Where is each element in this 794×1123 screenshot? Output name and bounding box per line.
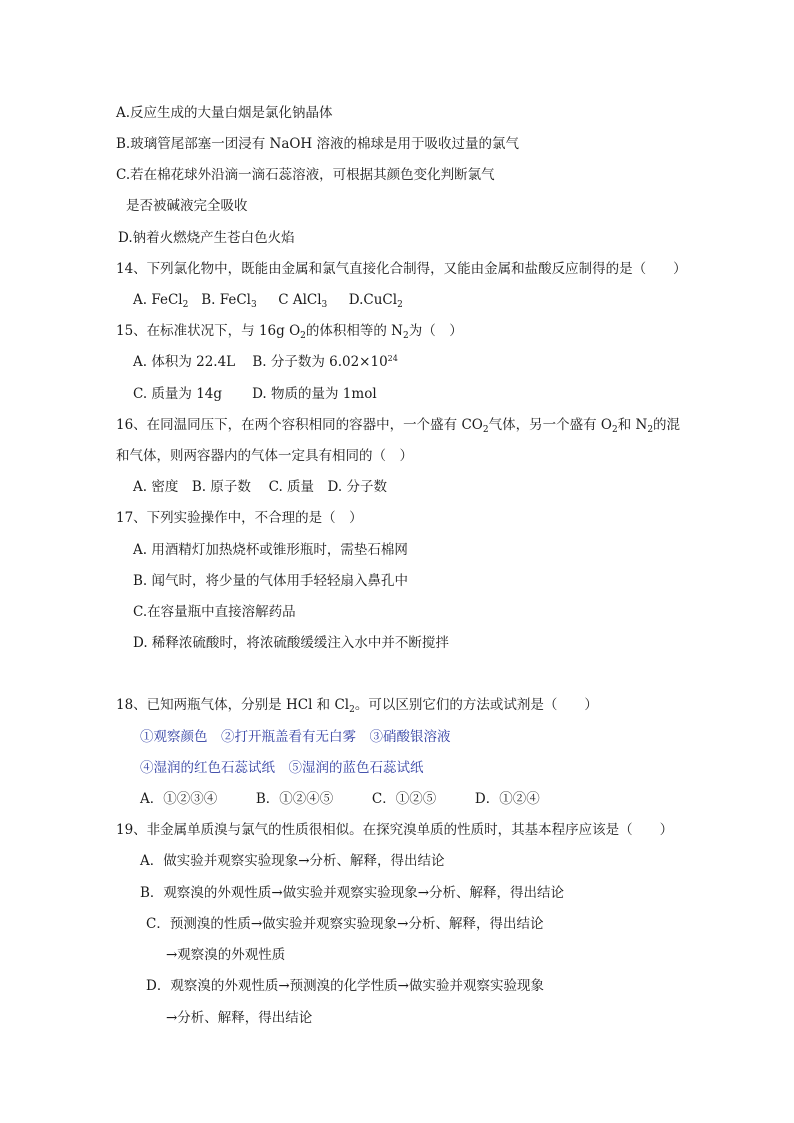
q18-option-b: B．①②④⑤	[255, 791, 334, 807]
q14-option-b: B. FeCl$_3$	[201, 292, 257, 310]
q13-option-a: A.反应生成的大量白烟是氯化钠晶体	[116, 105, 333, 121]
q13-option-c-continued: 是否被碱液完全吸收	[126, 198, 248, 214]
q15-option-d: D. 物质的量为 1mol	[252, 386, 377, 402]
q18-methods-line1: ①观察颜色 ②打开瓶盖看有无白雾 ③硝酸银溶液	[140, 729, 451, 745]
q16-options: A. 密度 B. 原子数 C. 质量 D. 分子数	[133, 479, 387, 495]
q18-option-a: A．①②③④	[140, 791, 218, 807]
q15-stem: 15、在标准状况下，与 16g $O_2$的体积相等的 $N_2$为（ ）	[116, 323, 463, 341]
q14-option-c: C AlCl$_3$	[278, 292, 328, 310]
q13-option-c: C.若在棉花球外沿滴一滴石蕊溶液，可根据其颜色变化判断氯气	[116, 167, 495, 183]
q18-option-c: C．①②⑤	[371, 791, 437, 807]
q19-option-d: D．观察溴的外观性质→预测溴的化学性质→做实验并观察实验现象	[146, 978, 544, 994]
q18-options	[140, 790, 540, 808]
q18-option-d: D．①②④	[474, 791, 540, 807]
q19-option-c-continued: →观察溴的外观性质	[166, 947, 286, 963]
q18-methods-line2: ④湿润的红色石蕊试纸 ⑤湿润的蓝色石蕊试纸	[140, 760, 424, 776]
q14-option-a: A. FeCl$_2$	[133, 292, 189, 310]
q17-stem: 17、下列实验操作中，不合理的是（ ）	[116, 510, 363, 526]
q19-option-c: C．预测溴的性质→做实验并观察实验现象→分析、解释，得出结论	[146, 916, 544, 932]
q13-option-b: B.玻璃管尾部塞一团浸有 NaOH 溶液的棉球是用于吸收过量的氯气	[116, 136, 519, 152]
q13-option-d: D.钠着火燃烧产生苍白色火焰	[118, 230, 295, 246]
q14-stem: 14、下列氯化物中，既能由金属和氯气直接化合制得，又能由金属和盐酸反应制得的是（ ）	[116, 261, 687, 277]
q15-option-c: C. 质量为 14g	[133, 386, 223, 402]
q17-option-c: C.在容量瓶中直接溶解药品	[133, 604, 296, 620]
q17-option-b: B. 闻气时，将少量的气体用手轻轻扇入鼻孔中	[133, 573, 409, 589]
q19-stem: 19、非金属单质溴与氯气的性质很相似。在探究溴单质的性质时，其基本程序应该是（ ）	[116, 822, 674, 838]
q14-option-d: D.CuCl$_2$	[348, 292, 403, 310]
q16-stem-line1: 16、在同温同压下，在两个容积相同的容器中，一个盛有 $CO_2$气体，另一个盛有 $O_2$和 $N_2$的混	[116, 417, 681, 435]
q15-option-b: B. 分子数为 $6.02\times 10^{24}$	[252, 354, 398, 370]
q19-option-a: A．做实验并观察实验现象→分析、解释，得出结论	[140, 853, 445, 869]
q16-stem-line2: 和气体，则两容器内的气体一定具有相同的（ ）	[116, 448, 413, 464]
q19-option-d-continued: →分析、解释，得出结论	[166, 1010, 313, 1026]
q17-option-a: A. 用酒精灯加热烧杯或锥形瓶时，需垫石棉网	[133, 542, 408, 558]
q15-option-a: A. 体积为 22.4L	[133, 354, 236, 370]
q15-options-row2	[133, 385, 377, 403]
q15-options-row1	[133, 353, 398, 371]
q18-stem: 18、已知两瓶气体，分别是 HCl 和 $Cl_2$。可以区别它们的方法或试剂是（ ）	[116, 697, 598, 715]
q17-option-d: D. 稀释浓硫酸时，将浓硫酸缓缓注入水中并不断搅拌	[133, 635, 449, 651]
q14-options	[133, 291, 403, 309]
q19-option-b: B．观察溴的外观性质→做实验并观察实验现象→分析、解释，得出结论	[140, 885, 565, 901]
